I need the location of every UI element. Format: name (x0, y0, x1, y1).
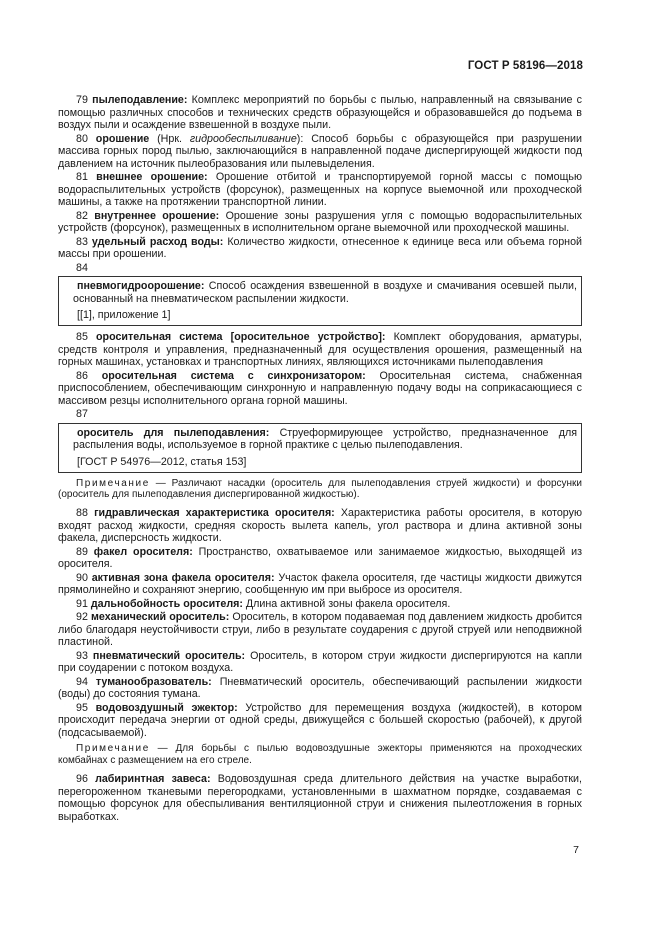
page-number: 7 (573, 844, 579, 856)
term: факел оросителя: (93, 545, 193, 558)
entry-91: 91 дальнобойность оросителя: Длина активной зоны факела оросителя. (76, 597, 451, 610)
term: туманообразователь: (95, 675, 212, 688)
term: водовоздушный эжектор: (95, 701, 238, 714)
entry-92: 92 механический ороситель: Ороситель, в котором подаваемая под давлением жидкость дробится либо благодаря неустойчивости струи, либо в результате соударения с другой струей или неподвижной пластиной. (58, 611, 582, 649)
document-id: ГОСТ Р 58196—2018 (467, 60, 583, 72)
term: пневматический ороситель: (92, 649, 246, 662)
entry-84: пневмогидроорошение: Способ осаждения взвешенной в воздухе и смачивания осевшей пыли, основанный на пневматическом распылении жидкости. (73, 280, 577, 305)
deprecated-term: гидрообеспыливание (189, 132, 297, 145)
entry-95: 95 водовоздушный эжектор: Устройство для перемещения воздуха (жидкостей), в котором происходит передача энергии от одной среды, движущейся с большей скоростью (рабочей), к другой (подсасываемой). (58, 701, 582, 739)
entry-89: 89 факел оросителя: Пространство, охватываемое или занимаемое жидкостью, выходящей из оросителя. (58, 545, 582, 571)
term: лабиринтная завеса: (95, 773, 211, 786)
entry-87-number: 87 (76, 408, 88, 421)
term: оросительная система [оросительное устройство]: (96, 331, 386, 344)
page-content (58, 94, 582, 824)
term: дальнобойность оросителя: (90, 597, 243, 610)
term: внешнее орошение: (96, 171, 208, 184)
term: активная зона факела оросителя: (91, 571, 275, 584)
term: ороситель для пылеподавления: (77, 426, 270, 439)
term: орошение (95, 132, 150, 145)
entry-88: 88 гидравлическая характеристика оросителя: Характеристика работы оросителя, в которую входят расход жидкости, средняя скорость вылета капель, угол раствора и длина активной зоны факела, дисперсность жидкости. (58, 507, 582, 545)
entry-96: 96 лабиринтная завеса: Водовоздушная среда длительного действия на участке выработки, перегороженном тканевыми перегородками, установленными в шахматном порядке, создаваемая с помощью форсунок для обеспыливания вентиляционной струи и снижения пылеотложения в горных выработках. (58, 773, 582, 823)
entry-79: 79 пылеподавление: Комплекс мероприятий по борьбы с пылью, направленный на связывание с помощью различных способов и технических средств образующейся и образовавшейся до подъема в воздух пыли и осаждение взвешенной в воздухе пыли. (58, 94, 582, 132)
entry-84-number: 84 (76, 261, 88, 274)
term: гидравлическая характеристика оросителя: (94, 507, 335, 520)
entry-83: 83 удельный расход воды: Количество жидкости, отнесенное к единице веса или объема горной массы при орошении. (58, 235, 582, 261)
entry-87: ороситель для пылеподавления: Струеформирующее устройство, предназначенное для распыления воды, используемое в горной практике с целью пылеподавления. (73, 426, 577, 452)
entry-81: 81 внешнее орошение: Орошение отбитой и транспортируемой горной массы с помощью водораспылительных устройств (форсунок), размещенных на корпусе выемочной или проходческой машины, а также на протяжении транспортной линии. (58, 171, 582, 209)
note-label: Примечание (76, 743, 150, 755)
term: оросительная система с синхронизатором: (101, 369, 366, 382)
term: механический ороситель: (91, 611, 230, 624)
entry-85: 85 оросительная система [оросительное устройство]: Комплект оборудования, арматуры, средств контроля и управления, предназначенный для осуществления орошения, размещенный на горных машинах, установках и транспортных линиях, являющихся источниками пылеподавления (58, 331, 582, 369)
entry-82: 82 внутреннее орошение: Орошение зоны разрушения угля с помощью водораспылительных устройств (форсунок), размещенных в исполнительном органе выемочной или проходческой машины. (58, 209, 582, 235)
term-source: [ГОСТ Р 54976—2012, статья 153] (77, 456, 247, 469)
term: пылеподавление: (92, 94, 188, 106)
note-1: Примечание — Различают насадки (ороситель для пылеподавления струей жидкости) и форсунки (ороситель для пылеподавления диспергированной жидкостью). (58, 477, 582, 501)
term-source: [[1], приложение 1] (77, 309, 171, 322)
borrowed-term-box-87 (58, 423, 582, 473)
entry-94: 94 туманообразователь: Пневматический ороситель, обеспечивающий распылении жидкости (воды) до состояния тумана. (58, 675, 582, 701)
term: пневмогидроорошение: (77, 280, 205, 293)
note-label: Примечание (76, 477, 150, 489)
borrowed-term-box-84 (58, 276, 582, 326)
entry-80: 80 орошение (Нрк. гидрообеспыливание): Способ борьбы с образующейся при разрушении массива горных пород пылью, заключающийся в направленной подаче диспергирующей жидкости под давлением на источник пылеобразования или пылевыделения. (58, 132, 582, 170)
entry-90: 90 активная зона факела оросителя: Участок факела оросителя, где частицы жидкости движутся прямолинейно и сохраняют энергию, сообщенную им при выбросе из оросителя. (58, 571, 582, 597)
term: внутреннее орошение: (94, 209, 220, 222)
note-2: Примечание — Для борьбы с пылью водовоздушные эжекторы применяются на проходческих комбайнах с размещением на его стреле. (58, 743, 582, 767)
term: удельный расход воды: (91, 235, 224, 248)
entry-93: 93 пневматический ороситель: Ороситель, в котором струи жидкости диспергируются на капли при соударении с потоком воздуха. (58, 649, 582, 675)
entry-86: 86 оросительная система с синхронизатором: Оросительная система, снабженная приспособлением, обеспечивающим синхронную и направленную подачу воды на соприкасающиеся с массивом резцы исполнительного органа горной машины. (58, 369, 582, 407)
